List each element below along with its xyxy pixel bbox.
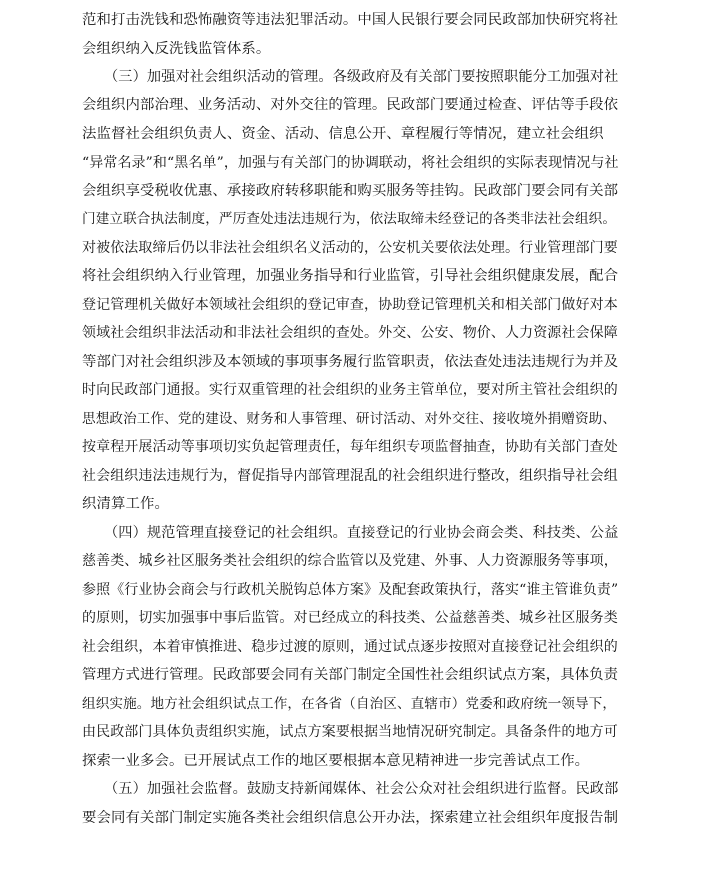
text-line: 领域社会组织非法活动和非法社会组织的查处。外交、公安、物价、人力资源社会保障 [82,325,618,341]
text-line: 门建立联合执法制度，严厉查处违法违规行为，依法取缔未经登记的各类非法社会组织。 [82,211,617,227]
text-line: 慈善类、城乡社区服务类社会组织的综合监管以及党建、外事、人力资源服务等事项， [82,553,618,569]
text-line: 登记管理机关做好本领域社会组织的登记审查，协助登记管理机关和相关部门做好对本 [82,297,618,313]
text-line: 法监督社会组织负责人、资金、活动、信息公开、章程履行等情况，建立社会组织 [82,126,604,142]
text-line: 按章程开展活动等事项切实负起管理责任，每年组织专项监督抽查，协助有关部门查处 [82,439,618,455]
text-line: 将社会组织纳入行业管理，加强业务指导和行业监管，引导社会组织健康发展，配合 [82,268,619,284]
text-line: 由民政部门具体负责组织实施，试点方案要根据当地情况研究制定。具备条件的地方可 [82,724,618,740]
text-line: 会组织享受税收优惠、承接政府转移职能和购买服务等挂钩。民政部门要会同有关部 [82,183,619,199]
paragraph-heading-4: （四）规范管理直接登记的社会组织。直接登记的行业协会商会类、科技类、公益 [104,525,619,541]
text-line: 时向民政部门通报。实行双重管理的社会组织的业务主管单位，要对所主管社会组织的 [82,382,618,398]
text-line: 对被依法取缔后仍以非法社会组织名义活动的，公安机关要依法处理。行业管理部门要 [82,240,618,256]
text-line: 等部门对社会组织涉及本领域的事项事务履行监管职责，依法查处违法违规行为并及 [82,354,619,370]
text-line: 社会组织违法违规行为，督促指导内部管理混乱的社会组织进行整改，组织指导社会组 [82,468,618,484]
text-line: 的原则，切实加强事中事后监管。对已经成立的科技类、公益慈善类、城乡社区服务类 [82,610,618,626]
text-line: 组织实施。地方社会组织试点工作，在各省（自治区、直辖市）党委和政府统一领导下， [82,696,617,712]
paragraph-heading-3: （三）加强对社会组织活动的管理。各级政府及有关部门要按照职能分工加强对社 [104,69,619,85]
text-line: “异常名录”和“黑名单”，加强与有关部门的协调联动，将社会组织的实际表现情况与社 [82,155,619,171]
text-line: 社会组织，本着审慎推进、稳步过渡的原则，通过试点逐步按照对直接登记社会组织的 [82,639,618,655]
paragraph-heading-5: （五）加强社会监督。鼓励支持新闻媒体、社会公众对社会组织进行监督。民政部 [104,781,619,797]
text-line: 织清算工作。 [82,496,169,512]
text-line: 思想政治工作、党的建设、财务和人事管理、研讨活动、对外交往、接收境外捐赠资助、 [82,411,617,427]
text-line: 要会同有关部门制定实施各类社会组织信息公开办法，探索建立社会组织年度报告制 [82,810,619,826]
text-line: 会组织内部治理、业务活动、对外交往的管理。民政部门要通过检查、评估等手段依 [82,97,619,113]
text-line: 参照《行业协会商会与行政机关脱钩总体方案》及配套政策执行，落实“谁主管谁负责” [82,582,619,598]
text-line: 范和打击洗钱和恐怖融资等违法犯罪活动。中国人民银行要会同民政部加快研究将社 [82,12,619,28]
text-line: 探索一业多会。已开展试点工作的地区要根据本意见精神进一步完善试点工作。 [82,753,590,769]
text-line: 管理方式进行管理。民政部要会同有关部门制定全国性社会组织试点方案，具体负责 [82,667,619,683]
text-line: 会组织纳入反洗钱监管体系。 [82,41,271,57]
